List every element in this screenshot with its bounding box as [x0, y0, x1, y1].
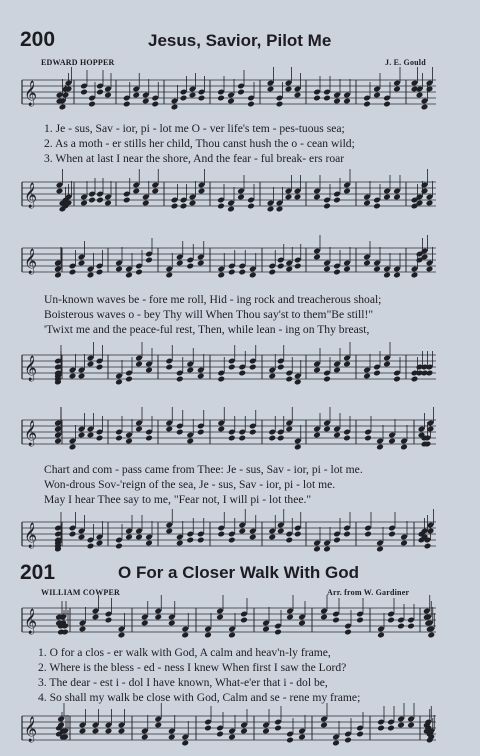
note-head [343, 435, 351, 442]
lyric-line: Chart and com - pass came from Thee: Je - sus, Sav - ior, pi - lot me. [44, 463, 363, 476]
note-head [69, 269, 77, 276]
note-head [145, 540, 153, 547]
note-head [274, 629, 282, 636]
note-head [96, 89, 104, 96]
note-head [383, 194, 391, 201]
note-head [238, 528, 246, 535]
note-head [267, 206, 275, 213]
lyric-line: 1. O for a clos - er walk with God, A calm and heav'n-ly frame, [38, 646, 331, 659]
note-head [323, 546, 331, 553]
clef-icon: 𝄞 [24, 717, 38, 742]
note-head [249, 429, 257, 436]
note-head [277, 263, 285, 270]
lyric-line: 2. As a moth - er stills her child, Thou canst hush the o - cean wild; [44, 137, 355, 150]
note-head [277, 528, 285, 535]
note-head [343, 531, 351, 538]
note-head [87, 432, 95, 439]
note-head [294, 194, 302, 201]
note-head [141, 734, 149, 741]
note-head [228, 734, 236, 741]
note-head [364, 435, 372, 442]
note-head [165, 528, 173, 535]
note-head [393, 272, 401, 279]
note-head [343, 266, 351, 273]
note-head [373, 203, 381, 210]
note-head [176, 540, 184, 547]
bass-staff [0, 706, 480, 756]
note-head [238, 370, 246, 377]
note-head [78, 534, 86, 541]
note-head [240, 728, 248, 735]
note-head [333, 367, 341, 374]
note-head [294, 379, 302, 386]
note-head [96, 435, 104, 442]
note-head [285, 86, 293, 93]
note-head [228, 632, 236, 639]
note-head [376, 546, 384, 553]
note-head [268, 269, 276, 276]
note-head [181, 632, 189, 639]
note-head [344, 629, 352, 636]
note-head [332, 740, 340, 747]
lyric-line: Won-drous Sov-'reign of the sea, Je - sus, Sav - ior, pi - lot me. [44, 478, 336, 491]
note-head [171, 104, 179, 111]
lyric-line: May I hear Thee say to me, "Fear not, I will pi - lot thee." [44, 493, 312, 506]
note-head [171, 203, 179, 210]
note-head [118, 728, 126, 735]
note-head [135, 426, 143, 433]
note-head [217, 376, 225, 383]
note-head [78, 260, 86, 267]
note-head [267, 86, 275, 93]
note-head [387, 617, 395, 624]
note-head [249, 272, 257, 279]
note-head [285, 426, 293, 433]
note-head [343, 188, 351, 195]
note-head [78, 432, 86, 439]
note-head [277, 364, 285, 371]
note-head [387, 725, 395, 732]
hymn-title: Jesus, Savior, Pilot Me [148, 31, 332, 50]
note-head [78, 373, 86, 380]
note-head [132, 92, 140, 99]
note-head [54, 272, 62, 279]
note-head [197, 260, 205, 267]
note-head [228, 364, 236, 371]
treble-staff [0, 598, 480, 648]
note-head [123, 197, 131, 204]
note-head [388, 438, 396, 445]
note-head [376, 444, 384, 451]
note-head [237, 89, 245, 96]
note-head [424, 543, 432, 550]
note-head [135, 361, 143, 368]
note-head [286, 614, 294, 621]
note-head [285, 376, 293, 383]
note-head [92, 614, 100, 621]
treble-staff [0, 238, 480, 288]
note-head [227, 98, 235, 105]
clef-icon: 𝄞 [24, 523, 38, 548]
note-head [115, 379, 123, 386]
note-head [118, 632, 126, 639]
words-credit: WILLIAM COWPER [41, 588, 121, 597]
note-head [333, 537, 341, 544]
clef-icon: 𝄞 [24, 609, 38, 634]
note-head [151, 188, 159, 195]
note-head [298, 620, 306, 627]
note-head [217, 426, 225, 433]
note-head [356, 731, 364, 738]
note-head [79, 626, 87, 633]
note-head [416, 92, 424, 99]
note-head [151, 101, 159, 108]
note-head [332, 617, 340, 624]
note-head [343, 98, 351, 105]
note-head [69, 444, 77, 451]
note-head [142, 200, 150, 207]
note-head [268, 373, 276, 380]
note-head [186, 438, 194, 445]
note-head [294, 92, 302, 99]
note-head [92, 728, 100, 735]
note-head [400, 540, 408, 547]
note-head [186, 263, 194, 270]
note-head [333, 269, 341, 276]
clef-icon: 𝄞 [24, 81, 38, 106]
hymn-number: 200 [20, 28, 56, 51]
note-head [313, 254, 321, 261]
note-head [176, 376, 184, 383]
note-head [142, 98, 150, 105]
note-head [216, 731, 224, 738]
note-head [217, 531, 225, 538]
note-head [411, 272, 419, 279]
note-head [268, 534, 276, 541]
note-head [56, 188, 64, 195]
note-head [343, 361, 351, 368]
note-head [197, 537, 205, 544]
note-head [383, 272, 391, 279]
note-head [240, 617, 248, 624]
note-head [69, 373, 77, 380]
note-head [426, 86, 434, 93]
note-head [88, 197, 96, 204]
note-head [228, 537, 236, 544]
note-head [393, 194, 401, 201]
bass-staff [0, 345, 480, 395]
note-head [294, 531, 302, 538]
note-head [96, 197, 104, 204]
bass-staff [0, 512, 480, 562]
note-head [426, 200, 434, 207]
note-head [407, 623, 415, 630]
clef-icon: 𝄞 [24, 249, 38, 274]
note-head [373, 92, 381, 99]
note-head [388, 531, 396, 538]
note-head [249, 364, 257, 371]
note-head [115, 266, 123, 273]
note-head [217, 203, 225, 210]
note-head [197, 429, 205, 436]
note-head [87, 272, 95, 279]
note-head [426, 266, 434, 273]
note-head [165, 426, 173, 433]
note-head [383, 361, 391, 368]
note-head [373, 370, 381, 377]
note-head [96, 364, 104, 371]
music-credit: Arr. from W. Gardiner [327, 588, 410, 597]
note-head [198, 95, 206, 102]
note-head [145, 435, 153, 442]
note-head [96, 540, 104, 547]
lyric-line: Boisterous waves o - bey Thy will When Thou say'st to them"Be still!" [44, 308, 374, 321]
note-head [69, 531, 77, 538]
note-head [363, 101, 371, 108]
note-head [104, 200, 112, 207]
note-head [363, 200, 371, 207]
note-head [313, 194, 321, 201]
note-head [364, 531, 372, 538]
note-head [125, 272, 133, 279]
note-head [274, 725, 282, 732]
note-head [176, 429, 184, 436]
note-head [59, 104, 67, 111]
note-head [298, 734, 306, 741]
note-head [363, 373, 371, 380]
note-head [427, 632, 435, 639]
note-head [104, 92, 112, 99]
note-head [87, 543, 95, 550]
note-head [333, 197, 341, 204]
note-head [189, 200, 197, 207]
note-head [135, 534, 143, 541]
note-head [227, 206, 235, 213]
note-head [165, 364, 173, 371]
note-head [323, 95, 331, 102]
note-head [135, 269, 143, 276]
note-head [383, 101, 391, 108]
note-head [247, 101, 255, 108]
note-head [285, 266, 293, 273]
clef-icon: 𝄞 [24, 421, 38, 446]
bass-staff [0, 172, 480, 222]
note-head [421, 188, 429, 195]
note-head [54, 438, 62, 445]
note-head [377, 632, 385, 639]
note-head [294, 263, 302, 270]
words-credit: EDWARD HOPPER [41, 58, 115, 67]
hymn-title: O For a Closer Walk With God [118, 563, 360, 582]
note-head [180, 95, 188, 102]
music-credit: J. E. Gould [385, 58, 426, 67]
note-head [426, 370, 434, 377]
note-head [217, 272, 225, 279]
note-head [268, 435, 276, 442]
note-head [373, 266, 381, 273]
note-head [145, 367, 153, 374]
note-head [88, 101, 96, 108]
note-head [377, 725, 385, 732]
lyric-line: 4. So shall my walk be close with God, Calm and se - rene my frame; [38, 691, 361, 704]
note-head [165, 272, 173, 279]
lyric-line: 3. The dear - est i - dol I have known, What-e'er that i - dol be, [38, 676, 328, 689]
note-head [154, 614, 162, 621]
note-head [80, 200, 88, 207]
note-head [323, 266, 331, 273]
note-head [393, 86, 401, 93]
note-head [105, 728, 113, 735]
note-head [320, 614, 328, 621]
note-head [363, 260, 371, 267]
lyric-line: 'Twixt me and the peace-ful rest, Then, while lean - ing on Thy breast, [44, 323, 370, 336]
note-head [397, 623, 405, 630]
note-head [176, 260, 184, 267]
note-head [186, 537, 194, 544]
note-head [105, 617, 113, 624]
note-head [80, 89, 88, 96]
note-head [228, 435, 236, 442]
note-head [168, 734, 176, 741]
note-head [397, 722, 405, 729]
treble-staff [0, 70, 480, 120]
note-head [313, 367, 321, 374]
lyric-line: 2. Where is the bless - ed - ness I knew When first I saw the Lord? [38, 661, 347, 674]
note-head [217, 95, 225, 102]
note-head [238, 269, 246, 276]
note-head [286, 737, 294, 744]
note-head [400, 444, 408, 451]
note-head [276, 206, 284, 213]
note-head [145, 257, 153, 264]
note-head [154, 722, 162, 729]
note-head [313, 95, 321, 102]
hymn-number: 201 [20, 561, 56, 584]
note-head [216, 614, 224, 621]
note-head [411, 376, 419, 383]
note-head [313, 432, 321, 439]
clef-icon: 𝄞 [24, 183, 38, 208]
note-head [285, 537, 293, 544]
note-head [125, 438, 133, 445]
note-head [228, 269, 236, 276]
note-head [132, 188, 140, 195]
note-head [168, 620, 176, 627]
note-head [204, 632, 212, 639]
note-head [356, 617, 364, 624]
note-head [180, 203, 188, 210]
lyric-line: 3. When at last I near the shore, And the fear - ful break- ers roar [44, 152, 345, 165]
note-head [186, 367, 194, 374]
note-head [249, 534, 257, 541]
note-head [285, 194, 293, 201]
note-head [125, 376, 133, 383]
note-head [125, 534, 133, 541]
clef-icon: 𝄞 [24, 356, 38, 381]
note-head [407, 722, 415, 729]
lyric-line: 1. Je - sus, Sav - ior, pi - lot me O - ver life's tem - pes-tuous sea; [44, 122, 345, 135]
note-head [313, 546, 321, 553]
note-head [79, 728, 87, 735]
note-head [320, 722, 328, 729]
note-head [141, 620, 149, 627]
note-head [123, 101, 131, 108]
note-head [204, 725, 212, 732]
note-head [276, 101, 284, 108]
note-head [323, 376, 331, 383]
treble-staff [0, 410, 480, 460]
note-head [333, 98, 341, 105]
note-head [96, 269, 104, 276]
note-head [344, 737, 352, 744]
note-head [189, 92, 197, 99]
note-head [323, 203, 331, 210]
note-head [262, 728, 270, 735]
note-head [87, 361, 95, 368]
note-head [323, 426, 331, 433]
note-head [115, 543, 123, 550]
note-head [238, 435, 246, 442]
note-head [198, 188, 206, 195]
note-head [294, 444, 302, 451]
note-head [262, 626, 270, 633]
note-head [181, 740, 189, 747]
note-head [237, 194, 245, 201]
note-head [115, 435, 123, 442]
note-head [247, 203, 255, 210]
note-head [197, 373, 205, 380]
lyric-line: Un-known waves be - fore me roll, Hid - ing rock and treacherous shoal; [44, 293, 382, 306]
note-head [421, 104, 429, 111]
note-head [393, 376, 401, 383]
note-head [277, 435, 285, 442]
note-head [333, 432, 341, 439]
